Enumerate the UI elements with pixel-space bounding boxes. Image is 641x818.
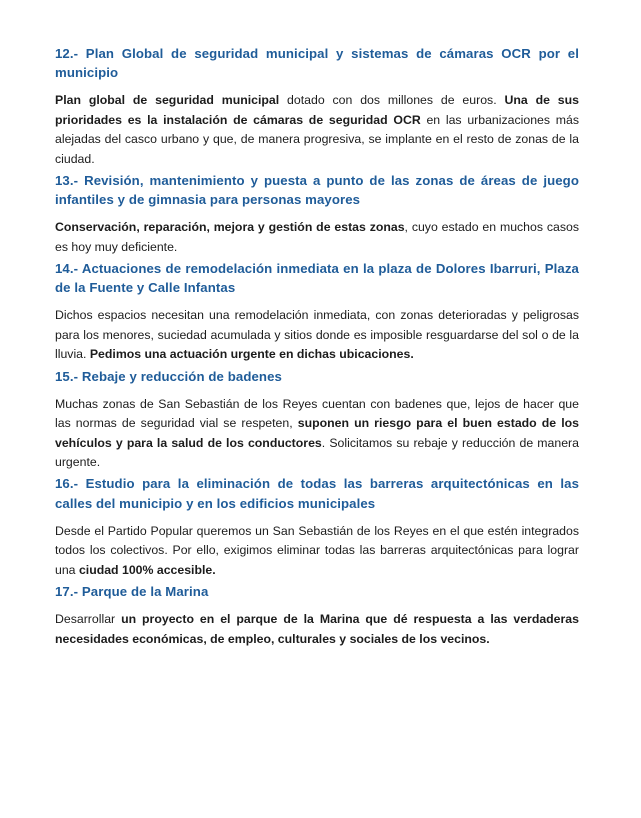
section-15-paragraph xyxy=(55,395,579,473)
section-13-heading: 13.- Revisión, mantenimiento y puesta a punto de las zonas de áreas de juego infantiles y de gimnasia para personas mayores xyxy=(55,172,579,208)
section-14-paragraph xyxy=(55,306,579,364)
text-run: Desde el Partido Popular queremos un San Sebastián de los Reyes en el que estén integrados todos los colectivos. Por ello, exigimos eliminar todas las barreras arquitectónicas para lograr una xyxy=(55,523,579,577)
section-12-paragraph xyxy=(55,91,579,169)
section-16-heading: 16.- Estudio para la eliminación de todas las barreras arquitectónicas en las calles del municipio y en los edificios municipales xyxy=(55,476,579,511)
emphasis-run: un proyecto en el parque de la Marina que dé respuesta a las verdaderas necesidades económicas, de empleo, culturales y sociales de los vecinos. xyxy=(55,612,579,646)
section-17 xyxy=(55,582,579,649)
section-17-heading: 17.- Parque de la Marina xyxy=(55,584,209,600)
section-17-paragraph xyxy=(55,610,579,649)
text-run: en las urbanizaciones más alejadas del casco urbano y que, de manera progresiva, se implante en el resto de zonas de la ciudad. xyxy=(55,112,579,166)
emphasis-run: Plan global de seguridad municipal xyxy=(55,93,280,108)
emphasis-run: Una de sus prioridades es la instalación de cámaras de seguridad OCR xyxy=(55,93,579,127)
section-16 xyxy=(55,474,579,580)
section-16-paragraph xyxy=(55,522,579,580)
section-14 xyxy=(55,259,579,365)
emphasis-run: Conservación, reparación, mejora y gestión de estas zonas xyxy=(55,220,405,235)
section-15 xyxy=(55,367,579,473)
text-run: Dichos espacios necesitan una remodelación inmediata, con zonas deterioradas y peligrosas para los menores, suciedad acumulada y sitios donde es imposible resguardarse del sol o de la lluvia. xyxy=(55,308,579,362)
section-12 xyxy=(55,44,579,169)
text-run: , cuyo estado en muchos casos es hoy muy deficiente. xyxy=(55,220,579,254)
text-run: Muchas zonas de San Sebastián de los Reyes cuentan con badenes que, lejos de hacer que las normas de seguridad vial se respeten, xyxy=(55,396,579,431)
section-12-heading: 12.- Plan Global de seguridad municipal y sistemas de cámaras OCR por el municipio xyxy=(55,46,579,81)
emphasis-run: Pedimos una actuación urgente en dichas ubicaciones. xyxy=(89,347,414,362)
emphasis-run: ciudad 100% accesible. xyxy=(78,562,216,577)
emphasis-run: suponen un riesgo para el buen estado de los vehículos y para la salud de los conductores xyxy=(55,416,579,450)
text-run: Desarrollar xyxy=(55,612,122,627)
section-13-paragraph xyxy=(55,218,579,257)
text-run: . Solicitamos su rebaje y reducción de manera urgente. xyxy=(55,435,579,470)
section-15-heading: 15.- Rebaje y reducción de badenes xyxy=(55,368,282,384)
section-14-heading: 14.- Actuaciones de remodelación inmediata en la plaza de Dolores Ibarruri, Plaza de la Fuente y Calle Infantas xyxy=(55,261,579,296)
text-run: dotado con dos millones de euros. xyxy=(279,93,505,108)
section-13 xyxy=(55,171,579,257)
document-body xyxy=(55,44,579,649)
